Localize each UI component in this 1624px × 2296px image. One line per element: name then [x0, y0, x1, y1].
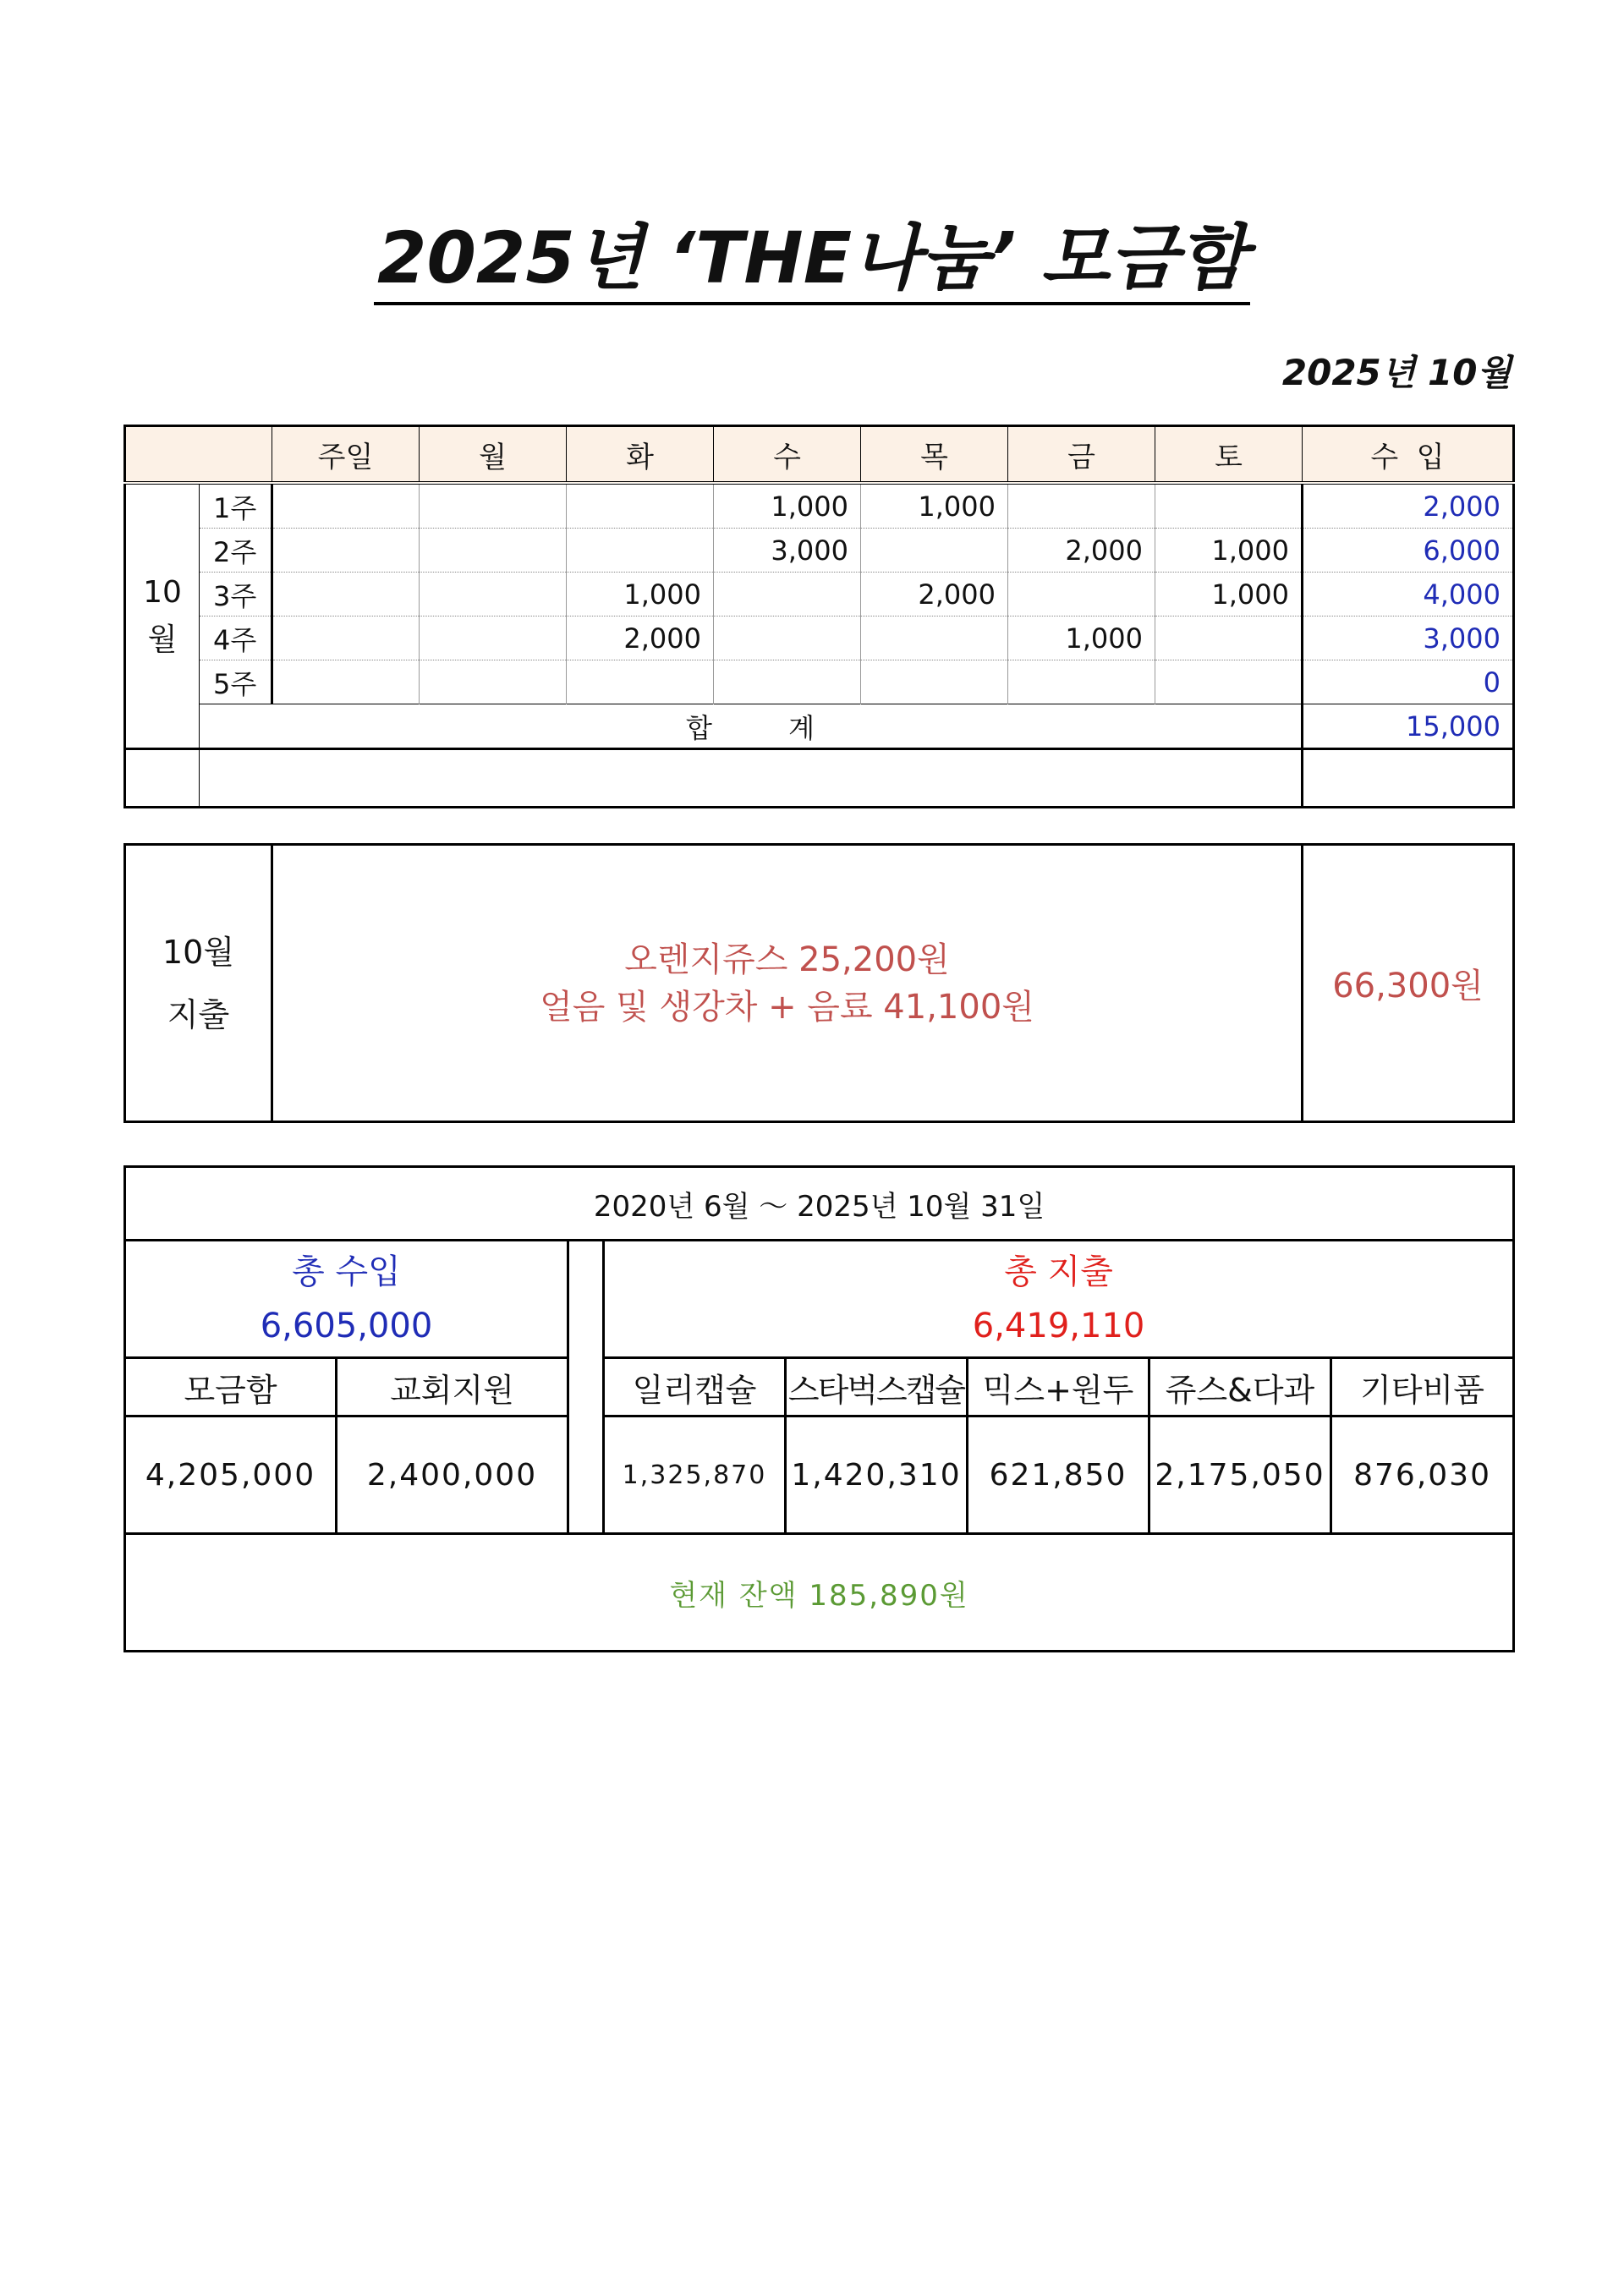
header-sunday: 주일	[272, 426, 420, 484]
weekly-header-row	[125, 426, 1514, 484]
day-amount: 1,000	[1155, 529, 1303, 573]
total-income-label: 총 수입	[292, 1252, 401, 1291]
total-value: 15,000	[1303, 704, 1514, 749]
day-amount	[1008, 483, 1155, 529]
expense-col-value: 1,420,310	[786, 1417, 968, 1534]
day-amount	[714, 616, 861, 660]
day-amount	[1008, 660, 1155, 704]
day-amount	[861, 529, 1008, 573]
week-row	[125, 529, 1514, 573]
blank-cell	[125, 749, 200, 808]
day-amount	[420, 529, 567, 573]
expense-total: 66,300원	[1303, 845, 1514, 1122]
week-label: 2주	[200, 529, 272, 573]
income-col-value: 2,400,000	[337, 1417, 568, 1534]
expense-col-label: 일리캡슐	[604, 1358, 786, 1417]
day-amount	[567, 483, 714, 529]
header-friday: 금	[1008, 426, 1155, 484]
income-col-value: 4,205,000	[125, 1417, 337, 1534]
total-expense-value: 6,419,110	[972, 1307, 1145, 1345]
week-income: 3,000	[1303, 616, 1514, 660]
day-amount	[420, 616, 567, 660]
header-blank	[125, 426, 272, 484]
day-amount: 1,000	[1008, 616, 1155, 660]
week-income: 0	[1303, 660, 1514, 704]
day-amount: 3,000	[714, 529, 861, 573]
day-amount	[567, 660, 714, 704]
month-label: 2025년 10월	[1281, 352, 1512, 393]
day-amount	[861, 616, 1008, 660]
expense-col-label: 기타비품	[1331, 1358, 1514, 1417]
day-amount	[1155, 483, 1303, 529]
expense-label-text: 지출	[167, 995, 230, 1033]
header-wednesday: 수	[714, 426, 861, 484]
total-expense	[604, 1241, 1514, 1358]
day-amount	[1155, 660, 1303, 704]
week-income: 2,000	[1303, 483, 1514, 529]
day-amount: 1,000	[714, 483, 861, 529]
day-amount	[1008, 573, 1155, 616]
week-income: 6,000	[1303, 529, 1514, 573]
day-amount	[272, 573, 420, 616]
income-col-label: 모금함	[125, 1358, 337, 1417]
week-label: 4주	[200, 616, 272, 660]
day-amount: 1,000	[567, 573, 714, 616]
header-saturday: 토	[1155, 426, 1303, 484]
day-amount	[1155, 616, 1303, 660]
day-amount	[420, 660, 567, 704]
week-row	[125, 616, 1514, 660]
day-amount	[567, 529, 714, 573]
day-amount	[272, 483, 420, 529]
day-amount	[420, 483, 567, 529]
expense-col-value: 876,030	[1331, 1417, 1514, 1534]
week-row	[125, 573, 1514, 616]
day-amount	[272, 529, 420, 573]
blank-cell	[200, 749, 1303, 808]
week-label: 5주	[200, 660, 272, 704]
day-amount: 1,000	[861, 483, 1008, 529]
expense-col-label: 쥬스&다과	[1149, 1358, 1331, 1417]
day-amount	[272, 660, 420, 704]
expense-col-value: 621,850	[968, 1417, 1149, 1534]
expense-col-value: 2,175,050	[1149, 1417, 1331, 1534]
day-amount: 2,000	[1008, 529, 1155, 573]
week-label: 1주	[200, 483, 272, 529]
expense-col-label: 스타벅스캡슐	[786, 1358, 968, 1417]
header-income: 수 입	[1303, 426, 1514, 484]
header-monday: 월	[420, 426, 567, 484]
blank-cell	[1303, 749, 1514, 808]
expense-item: 얼음 및 생강차 + 음료 41,100원	[540, 987, 1034, 1027]
monthly-expense-table	[123, 843, 1515, 1123]
month-side-label: 10 월	[125, 483, 200, 749]
income-col-label: 교회지원	[337, 1358, 568, 1417]
day-amount	[861, 660, 1008, 704]
week-row	[125, 660, 1514, 704]
column-gap	[568, 1241, 604, 1534]
page-title: 2025년 ‘THE나눔’ 모금함	[374, 216, 1250, 305]
expense-label	[125, 845, 272, 1122]
day-amount: 2,000	[861, 573, 1008, 616]
page-title-wrap	[0, 216, 1624, 305]
week-row	[125, 483, 1514, 529]
summary-table	[123, 1165, 1515, 1652]
expense-col-label: 믹스+원두	[968, 1358, 1149, 1417]
header-tuesday: 화	[567, 426, 714, 484]
day-amount	[420, 573, 567, 616]
current-balance: 현재 잔액 185,890원	[125, 1534, 1514, 1652]
expense-col-value: 1,325,870	[604, 1417, 786, 1534]
week-income: 4,000	[1303, 573, 1514, 616]
day-amount	[272, 616, 420, 660]
day-amount: 2,000	[567, 616, 714, 660]
day-amount	[714, 660, 861, 704]
weekly-income-table	[123, 425, 1515, 808]
week-label: 3주	[200, 573, 272, 616]
summary-period: 2020년 6월 ～ 2025년 10월 31일	[125, 1167, 1514, 1241]
total-income-value: 6,605,000	[260, 1307, 433, 1345]
total-income	[125, 1241, 568, 1358]
total-expense-label: 총 지출	[1004, 1252, 1113, 1291]
weekly-blank-row	[125, 749, 1514, 808]
expense-label-month: 10월	[162, 933, 235, 971]
day-amount: 1,000	[1155, 573, 1303, 616]
day-amount	[714, 573, 861, 616]
total-row	[125, 704, 1514, 749]
expense-item: 오렌지쥬스 25,200원	[624, 940, 950, 979]
header-thursday: 목	[861, 426, 1008, 484]
expense-items	[272, 845, 1303, 1122]
total-label: 합 계	[200, 704, 1303, 749]
